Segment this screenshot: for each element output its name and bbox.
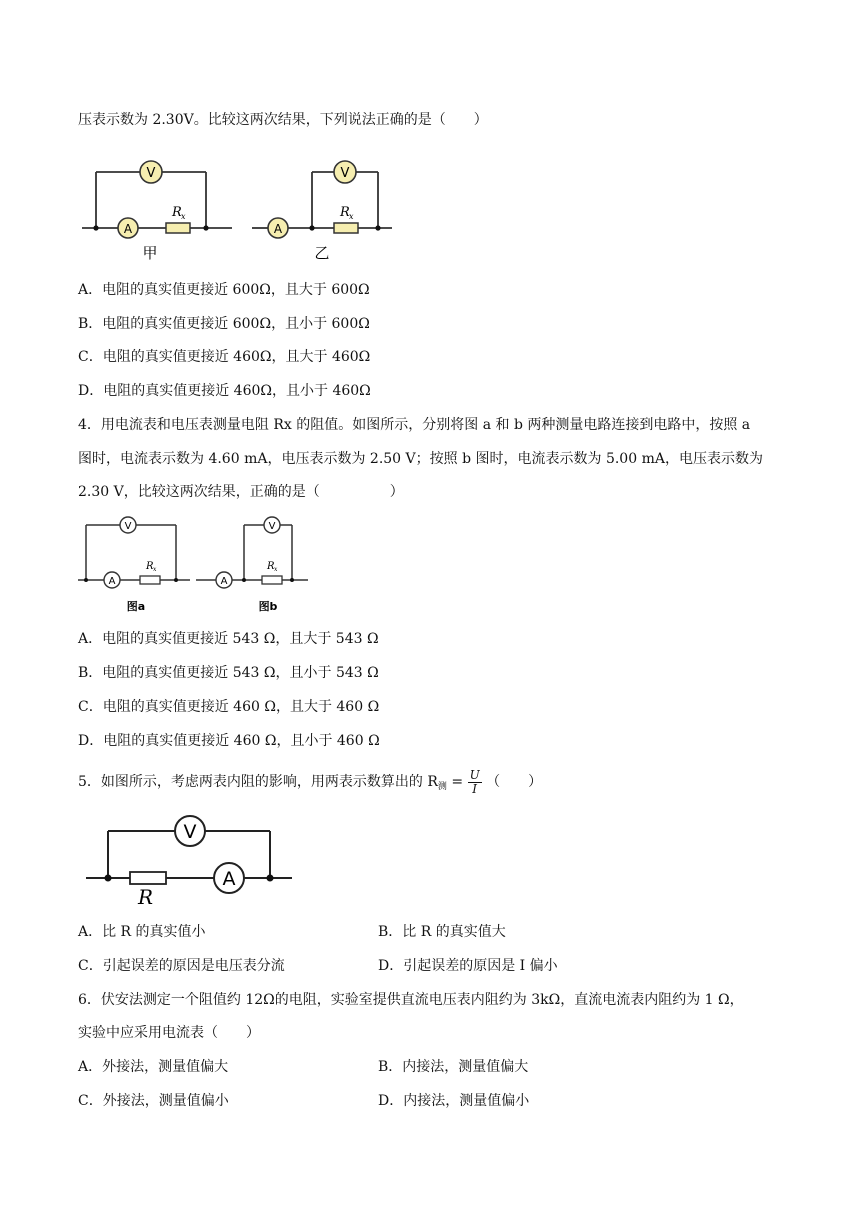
q5-option-c: C．引起误差的原因是电压表分流 — [78, 958, 285, 974]
svg-text:V: V — [268, 521, 276, 532]
q4-option-d: D．电阻的真实值更接近 460 Ω，且小于 460 Ω — [78, 733, 380, 749]
q3-yi-voltmeter — [334, 161, 356, 183]
svg-text:A: A — [273, 222, 283, 236]
svg-text:A: A — [220, 576, 228, 587]
q5-numerator: U — [469, 767, 480, 782]
q3-yi-resistor — [334, 205, 358, 233]
svg-text:V: V — [124, 521, 132, 532]
q4-stem-line1: 4．用电流表和电压表测量电阻 Rx 的阻值。如图所示，分别将图 a 和 b 两种测量电路连接到电路中，按照 a — [78, 417, 751, 433]
q6-stem-line1: 6．伏安法测定一个阻值约 12Ω的电阻，实验室提供直流电压表内阻约为 3kΩ，直流电流表内阻约为 1 Ω， — [78, 992, 744, 1008]
svg-text:A: A — [222, 868, 236, 890]
q5-option-a: A．比 R 的真实值小 — [78, 924, 206, 940]
q5-equals: = — [451, 774, 464, 790]
q4-option-b: B．电阻的真实值更接近 543 Ω，且小于 543 Ω — [78, 665, 379, 681]
q3-stem-tail: 压表示数为 2.30V。比较这两次结果，下列说法正确的是（ ） — [78, 112, 488, 128]
q4-fig-label-a: 图a — [126, 600, 146, 613]
q3-option-c: C．电阻的真实值更接近 460Ω，且大于 460Ω — [78, 349, 371, 365]
q5-r-subscript: 测 — [437, 782, 447, 792]
q5-voltmeter — [175, 816, 205, 846]
q3-option-d: D．电阻的真实值更接近 460Ω，且小于 460Ω — [78, 383, 371, 399]
svg-text:R: R — [340, 205, 350, 220]
svg-text:A: A — [123, 222, 133, 236]
q5-fraction — [468, 769, 482, 796]
svg-text:R: R — [267, 561, 275, 572]
q4-b-voltmeter — [264, 517, 280, 533]
q3-jia-ammeter — [118, 218, 138, 238]
q4-b-ammeter — [216, 572, 232, 588]
q5-option-b: B．比 R 的真实值大 — [378, 924, 506, 940]
svg-text:R: R — [172, 205, 182, 220]
q3-jia-voltmeter — [140, 161, 162, 183]
q4-a-ammeter — [104, 572, 120, 588]
q6-option-d: D．内接法，测量值偏小 — [378, 1093, 530, 1109]
q5-circuit — [86, 814, 292, 910]
q3-circuit-jia — [82, 152, 232, 264]
q6-option-b: B．内接法，测量值偏大 — [378, 1059, 529, 1075]
q4-circuit-a — [78, 514, 190, 614]
q5-answer-paren: （ ） — [486, 774, 543, 790]
svg-text:x: x — [153, 566, 157, 573]
q3-fig-label-jia: 甲 — [142, 244, 158, 262]
q5-option-d: D．引起误差的原因是 I 偏小 — [378, 958, 558, 974]
q6-option-c: C．外接法，测量值偏小 — [78, 1093, 229, 1109]
q3-option-a: A．电阻的真实值更接近 600Ω，且大于 600Ω — [78, 282, 370, 298]
svg-text:V: V — [146, 166, 156, 181]
q3-yi-ammeter — [268, 218, 288, 238]
q3-circuit-yi — [252, 152, 392, 264]
q4-a-resistor — [140, 561, 160, 584]
svg-text:V: V — [183, 821, 197, 843]
svg-text:R: R — [138, 885, 154, 909]
q3-option-b: B．电阻的真实值更接近 600Ω，且小于 600Ω — [78, 316, 370, 332]
q4-stem-line3: 2.30 V，比较这两次结果，正确的是（ ） — [78, 484, 404, 500]
q5-denominator: I — [472, 781, 477, 796]
q4-b-resistor — [262, 561, 282, 584]
q4-circuit-b — [196, 514, 308, 614]
svg-text:x: x — [274, 566, 278, 573]
q5-ammeter — [214, 863, 244, 893]
q4-option-a: A．电阻的真实值更接近 543 Ω，且大于 543 Ω — [78, 631, 379, 647]
q5-stem-text: 5．如图所示，考虑两表内阻的影响，用两表示数算出的 R — [78, 774, 438, 790]
q4-a-voltmeter — [120, 517, 136, 533]
q4-option-c: C．电阻的真实值更接近 460 Ω，且大于 460 Ω — [78, 699, 380, 715]
q4-stem-line2: 图时，电流表示数为 4.60 mA，电压表示数为 2.50 V；按照 b 图时，电流表示数为 5.00 mA，电压表示数为 — [78, 451, 763, 467]
svg-text:V: V — [340, 166, 350, 181]
svg-text:A: A — [108, 576, 116, 587]
svg-text:R: R — [146, 561, 154, 572]
q6-stem-line2: 实验中应采用电流表（ ） — [78, 1025, 260, 1041]
q5-resistor — [130, 872, 166, 909]
svg-text:x: x — [181, 212, 186, 221]
q6-option-a: A．外接法，测量值偏大 — [78, 1059, 229, 1075]
svg-text:x: x — [349, 212, 354, 221]
q3-jia-resistor — [166, 205, 190, 233]
q4-fig-label-b: 图b — [258, 600, 278, 613]
q3-fig-label-yi: 乙 — [314, 244, 330, 262]
q5-stem — [78, 766, 542, 803]
